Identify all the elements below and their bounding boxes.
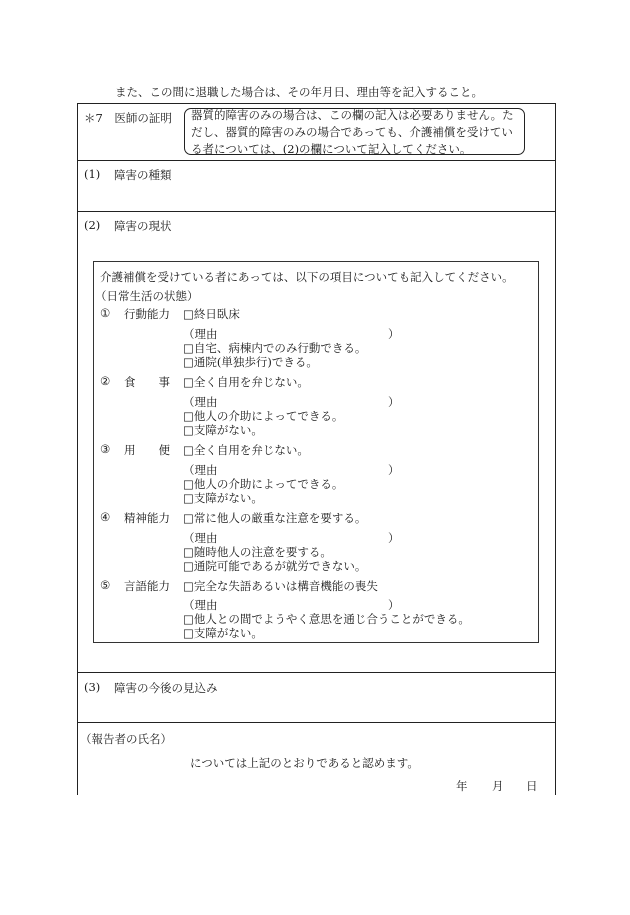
item5-option-2: □他人との間でようやく意思を通じ合うことができる。 xyxy=(183,612,470,626)
item5-reason-close: ） xyxy=(388,598,400,612)
item4-reason-open: （理由 xyxy=(183,531,218,545)
row-divider-1 xyxy=(77,160,556,161)
item5-number: ⑤ xyxy=(100,578,111,592)
section2-number: (2) xyxy=(84,218,101,232)
date-month-label: 月 xyxy=(492,779,504,793)
row-divider-4 xyxy=(77,722,556,723)
item2-option-3: □支障がない。 xyxy=(183,423,263,437)
doctor-cert-label: ＊7 医師の証明 xyxy=(84,111,172,125)
item1-option-3: □通院(単独歩行)できる。 xyxy=(183,355,318,369)
item2-reason-close: ） xyxy=(388,395,400,409)
reporter-name-label: （報告者の氏名） xyxy=(80,732,172,746)
item5-first-option: □完全な失語あるいは構音機能の喪失 xyxy=(183,579,378,593)
item4-option-2: □随時他人の注意を要する。 xyxy=(183,545,332,559)
section1-title: 障害の種類 xyxy=(114,168,172,182)
section1-number: (1) xyxy=(84,167,101,181)
item3-reason-close: ） xyxy=(388,463,400,477)
table-top-border xyxy=(77,103,556,104)
item1-option-2: □自宅、病棟内でのみ行動できる。 xyxy=(183,341,367,355)
item1-reason-close: ） xyxy=(388,327,400,341)
row-divider-2 xyxy=(77,211,556,212)
doctor-cert-note-line-2: だし、器質的障害のみの場合であっても、介護補償を受けてい xyxy=(191,125,513,139)
item4-option-3: □通院可能であるが就労できない。 xyxy=(183,559,367,573)
item5-option-3: □支障がない。 xyxy=(183,626,263,640)
table-left-border xyxy=(77,103,78,795)
item1-number: ① xyxy=(100,306,111,320)
item4-number: ④ xyxy=(100,510,111,524)
doctor-cert-note-line-3: る者については、(2)の欄について記入してください。 xyxy=(191,142,472,156)
intro-note: また、この間に退職した場合は、その年月日、理由等を記入すること。 xyxy=(115,85,483,99)
care-instruction: 介護補償を受けている者にあっては、以下の項目についても記入してください。 xyxy=(100,270,514,284)
item3-option-2: □他人の介助によってできる。 xyxy=(183,477,344,491)
item1-label: 行動能力 xyxy=(124,307,170,321)
item3-label: 用 便 xyxy=(124,443,170,457)
item2-reason-open: （理由 xyxy=(183,395,218,409)
section2-title: 障害の現状 xyxy=(114,219,172,233)
reporter-statement: については上記のとおりであると認めます。 xyxy=(190,756,419,770)
date-year-label: 年 xyxy=(456,779,468,793)
item2-first-option: □全く自用を弁じない。 xyxy=(183,375,309,389)
item2-label: 食 事 xyxy=(124,375,170,389)
item3-option-3: □支障がない。 xyxy=(183,491,263,505)
item4-label: 精神能力 xyxy=(124,511,170,525)
item1-reason-open: （理由 xyxy=(183,327,218,341)
item4-reason-close: ） xyxy=(388,531,400,545)
table-right-border xyxy=(555,103,556,795)
doctor-cert-note-line-1: 器質的障害のみの場合は、この欄の記入は必要ありません。た xyxy=(191,108,514,122)
section3-number: (3) xyxy=(84,680,101,694)
item3-number: ③ xyxy=(100,442,111,456)
item2-option-2: □他人の介助によってできる。 xyxy=(183,409,344,423)
item5-label: 言語能力 xyxy=(124,579,170,593)
row-divider-3 xyxy=(77,672,556,673)
item1-first-option: □終日臥床 xyxy=(183,307,240,321)
section3-title: 障害の今後の見込み xyxy=(114,681,218,695)
item3-first-option: □全く自用を弁じない。 xyxy=(183,443,309,457)
item4-first-option: □常に他人の厳重な注意を要する。 xyxy=(183,511,367,525)
care-subtitle: （日常生活の状態） xyxy=(95,289,199,303)
item5-reason-open: （理由 xyxy=(183,598,218,612)
item2-number: ② xyxy=(100,374,111,388)
item3-reason-open: （理由 xyxy=(183,463,218,477)
date-day-label: 日 xyxy=(526,779,538,793)
